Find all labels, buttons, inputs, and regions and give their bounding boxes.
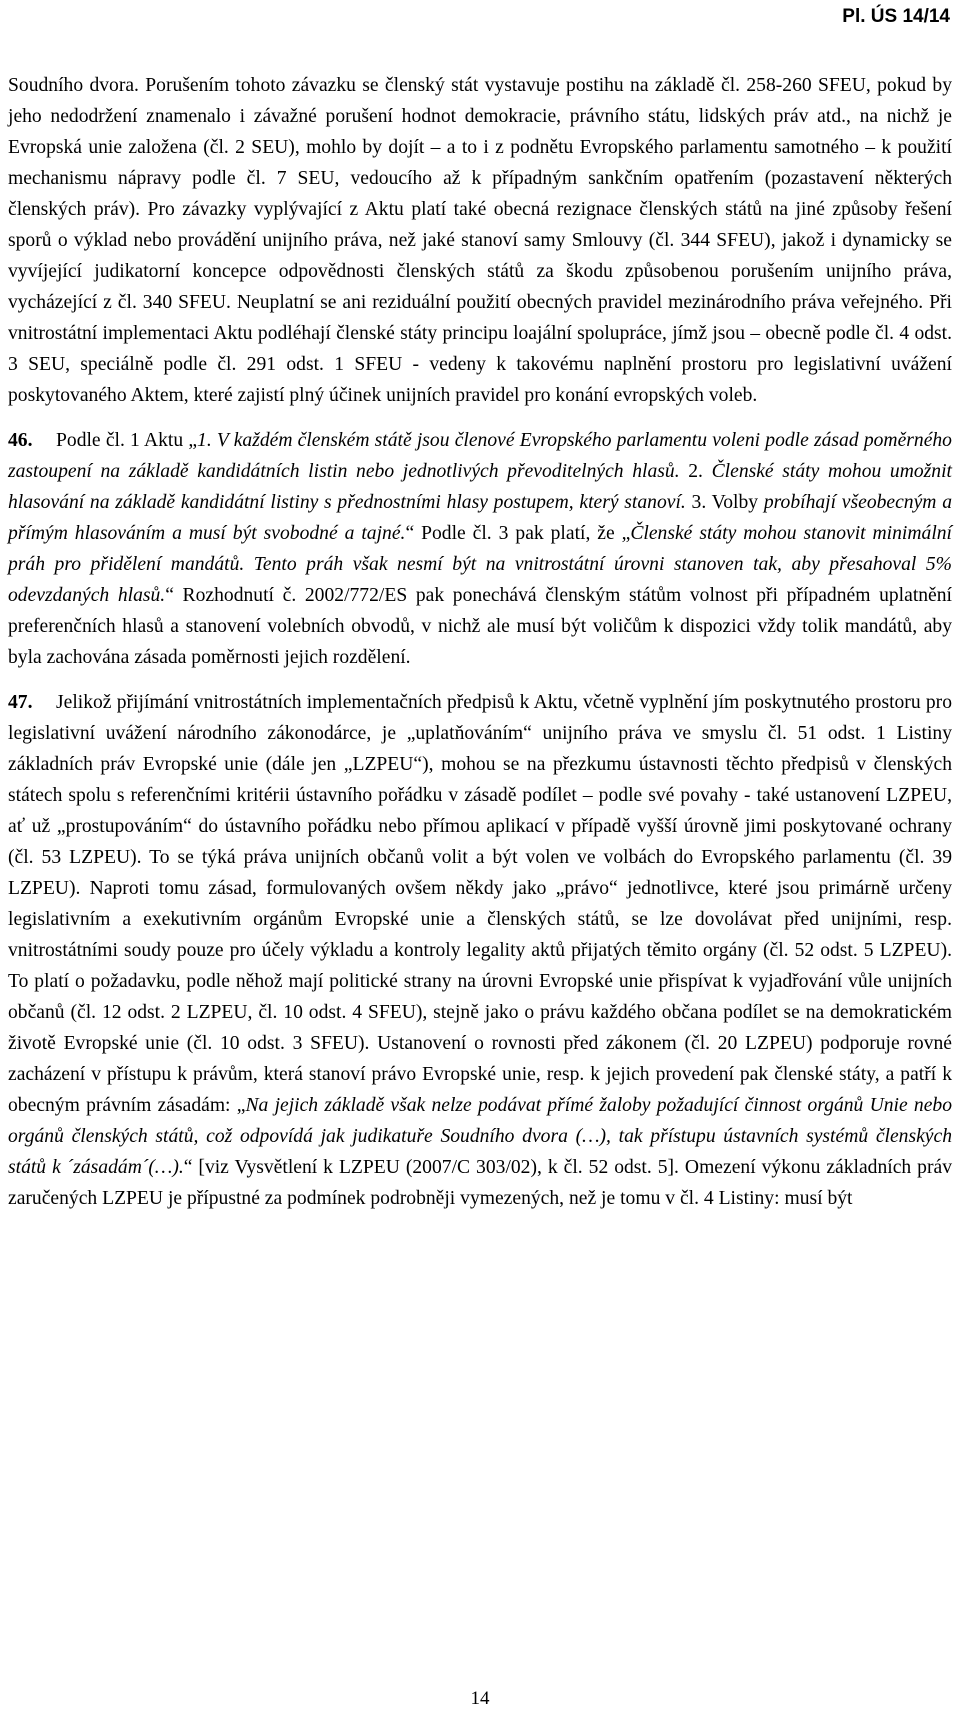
paragraph-number: 46. — [8, 430, 33, 451]
paragraph-text: Podle čl. 1 Aktu „ — [56, 430, 198, 451]
paragraph-text: “ [viz Vysvětlení k LZPEU (2007/C 303/02), k čl. 52 odst. 5]. Omezení výkonu základních práv zaručených LZPEU je přípustné za podmínek podrobněji vymezených, než je tomu v čl. 4 Listiny: musí být — [8, 1157, 952, 1209]
paragraph-text: Jelikož přijímání vnitrostátních implementačních předpisů k Aktu, včetně vyplnění jím poskytnutého prostoru pro legislativní uvážení národního zákonodárce, je „uplatňováním“ unijního práva ve smyslu čl. 51 odst. 1 Listiny základních práv Evropské unie (dále jen „LZPEU“), mohou se na přezkumu ústavnosti těchto předpisů v členských státech spolu s referenčními kritérii ústavního pořádku v zásadě podílet – podle své povahy - také ustanovení LZPEU, ať už „prostupováním“ do ústavního pořádku nebo přímou aplikací v případě vyšší úrovně jimi poskytované ochrany (čl. 53 LZPEU). To se týká práva unijních občanů volit a být volen ve volbách do Evropského parlamentu (čl. 39 LZPEU). Naproti tomu zásad, formulovaných ovšem někdy jako „právo“ jednotlivce, které jsou primárně určeny legislativním a exekutivním orgánům Evropské unie a členských států, se lze dovolávat před unijními, resp. vnitrostátními soudy pouze pro účely výkladu a kontroly legality aktů přijatých těmito orgány (čl. 52 odst. 5 LZPEU). To platí o požadavku, podle něhož mají politické strany na úrovni Evropské unie přispívat k vyjadřování vůle unijních občanů (čl. 12 odst. 2 LZPEU, čl. 10 odst. 4 SFEU), stejně jako o právu každého občana podílet se na demokratickém životě Evropské unie (čl. 10 odst. 3 SFEU). Ustanovení o rovnosti před zákonem (čl. 20 LZPEU) podporuje rovné zacházení v přístupu k právům, která stanoví právo Evropské unie, resp. k jejich provedení pak členské státy, a patří k obecným právním zásadám: „ — [8, 692, 952, 1116]
page-number: 14 — [470, 1688, 490, 1709]
paragraph-text: 3. Volby — [685, 492, 764, 513]
paragraph-text: 2. — [679, 461, 712, 482]
paragraph-number: 47. — [8, 692, 33, 713]
paragraph-46 — [8, 425, 952, 673]
case-reference: Pl. ÚS 14/14 — [842, 6, 950, 27]
paragraph-continuation: Soudního dvora. Porušením tohoto závazku se členský stát vystavuje postihu na základě čl. 258-260 SFEU, pokud by jeho nedodržení znamenalo i závažné porušení hodnot demokracie, právního státu, lidských práv atd., na nichž je Evropská unie založena (čl. 2 SEU), mohlo by dojít – a to i z podnětu Evropského parlamentu samotného – k použití mechanismu nápravy podle čl. 7 SEU, vedoucího až k případným sankčním opatřením (pozastavení některých členských práv). Pro závazky vyplývající z Aktu platí také obecná rezignace členských států na jiné způsoby řešení sporů o výklad nebo provádění unijního práva, než jaké stanoví samy Smlouvy (čl. 344 SFEU), jakož i dynamicky se vyvíjející judikatorní koncepce odpovědnosti členských států za škodu způsobenou porušením unijního práva, vycházející z čl. 340 SFEU. Neuplatní se ani reziduální použití obecných pravidel mezinárodního práva veřejného. Při vnitrostátní implementaci Aktu podléhají členské státy principu loajální spolupráce, jímž jsou – obecně podle čl. 4 odst. 3 SEU, speciálně podle čl. 291 odst. 1 SFEU - vedeny k takovému naplnění prostoru pro legislativní uvážení poskytovaného Aktem, které zajistí plný účinek unijních pravidel pro konání evropských voleb. — [8, 75, 952, 406]
quoted-text: Členské státy mohou stanovit minimální práh pro přidělení mandátů. Tento práh však nesmí být na vnitrostátní úrovni stanoven tak, aby přesahoval 5% odevzdaných hlasů. — [8, 523, 952, 606]
document-body — [8, 70, 952, 1228]
quoted-text: probíhají všeobecným a přímým hlasováním a musí být svobodné a tajné. — [8, 492, 952, 544]
paragraph-text: “ Rozhodnutí č. 2002/772/ES pak ponechává členským státům volnost při případném uplatnění preferenčních hlasů a stanovení volebních obvodů, v nichž ale musí být voličům k dispozici vždy tolik mandátů, aby byla zachována zásada poměrnosti jejich rozdělení. — [8, 585, 952, 668]
paragraph-47 — [8, 687, 952, 1214]
quoted-text: Členské státy mohou umožnit hlasování na základě kandidátní listiny s přednostními hlasy postupem, který stanoví. — [8, 461, 952, 513]
quoted-text: Na jejich základě však nelze podávat přímé žaloby požadující činnost orgánů Unie nebo orgánů členských států, což odpovídá jak judikatuře Soudního dvora (…), tak přístupu ústavních systémů členských států k ´zásadám´(…). — [8, 1095, 952, 1178]
paragraph-text: “ Podle čl. 3 pak platí, že „ — [405, 523, 631, 544]
quoted-text: 1. V každém členském státě jsou členové Evropského parlamentu voleni podle zásad poměrného zastoupení na základě kandidátních listin nebo jednotlivých převoditelných hlasů. — [8, 430, 952, 482]
